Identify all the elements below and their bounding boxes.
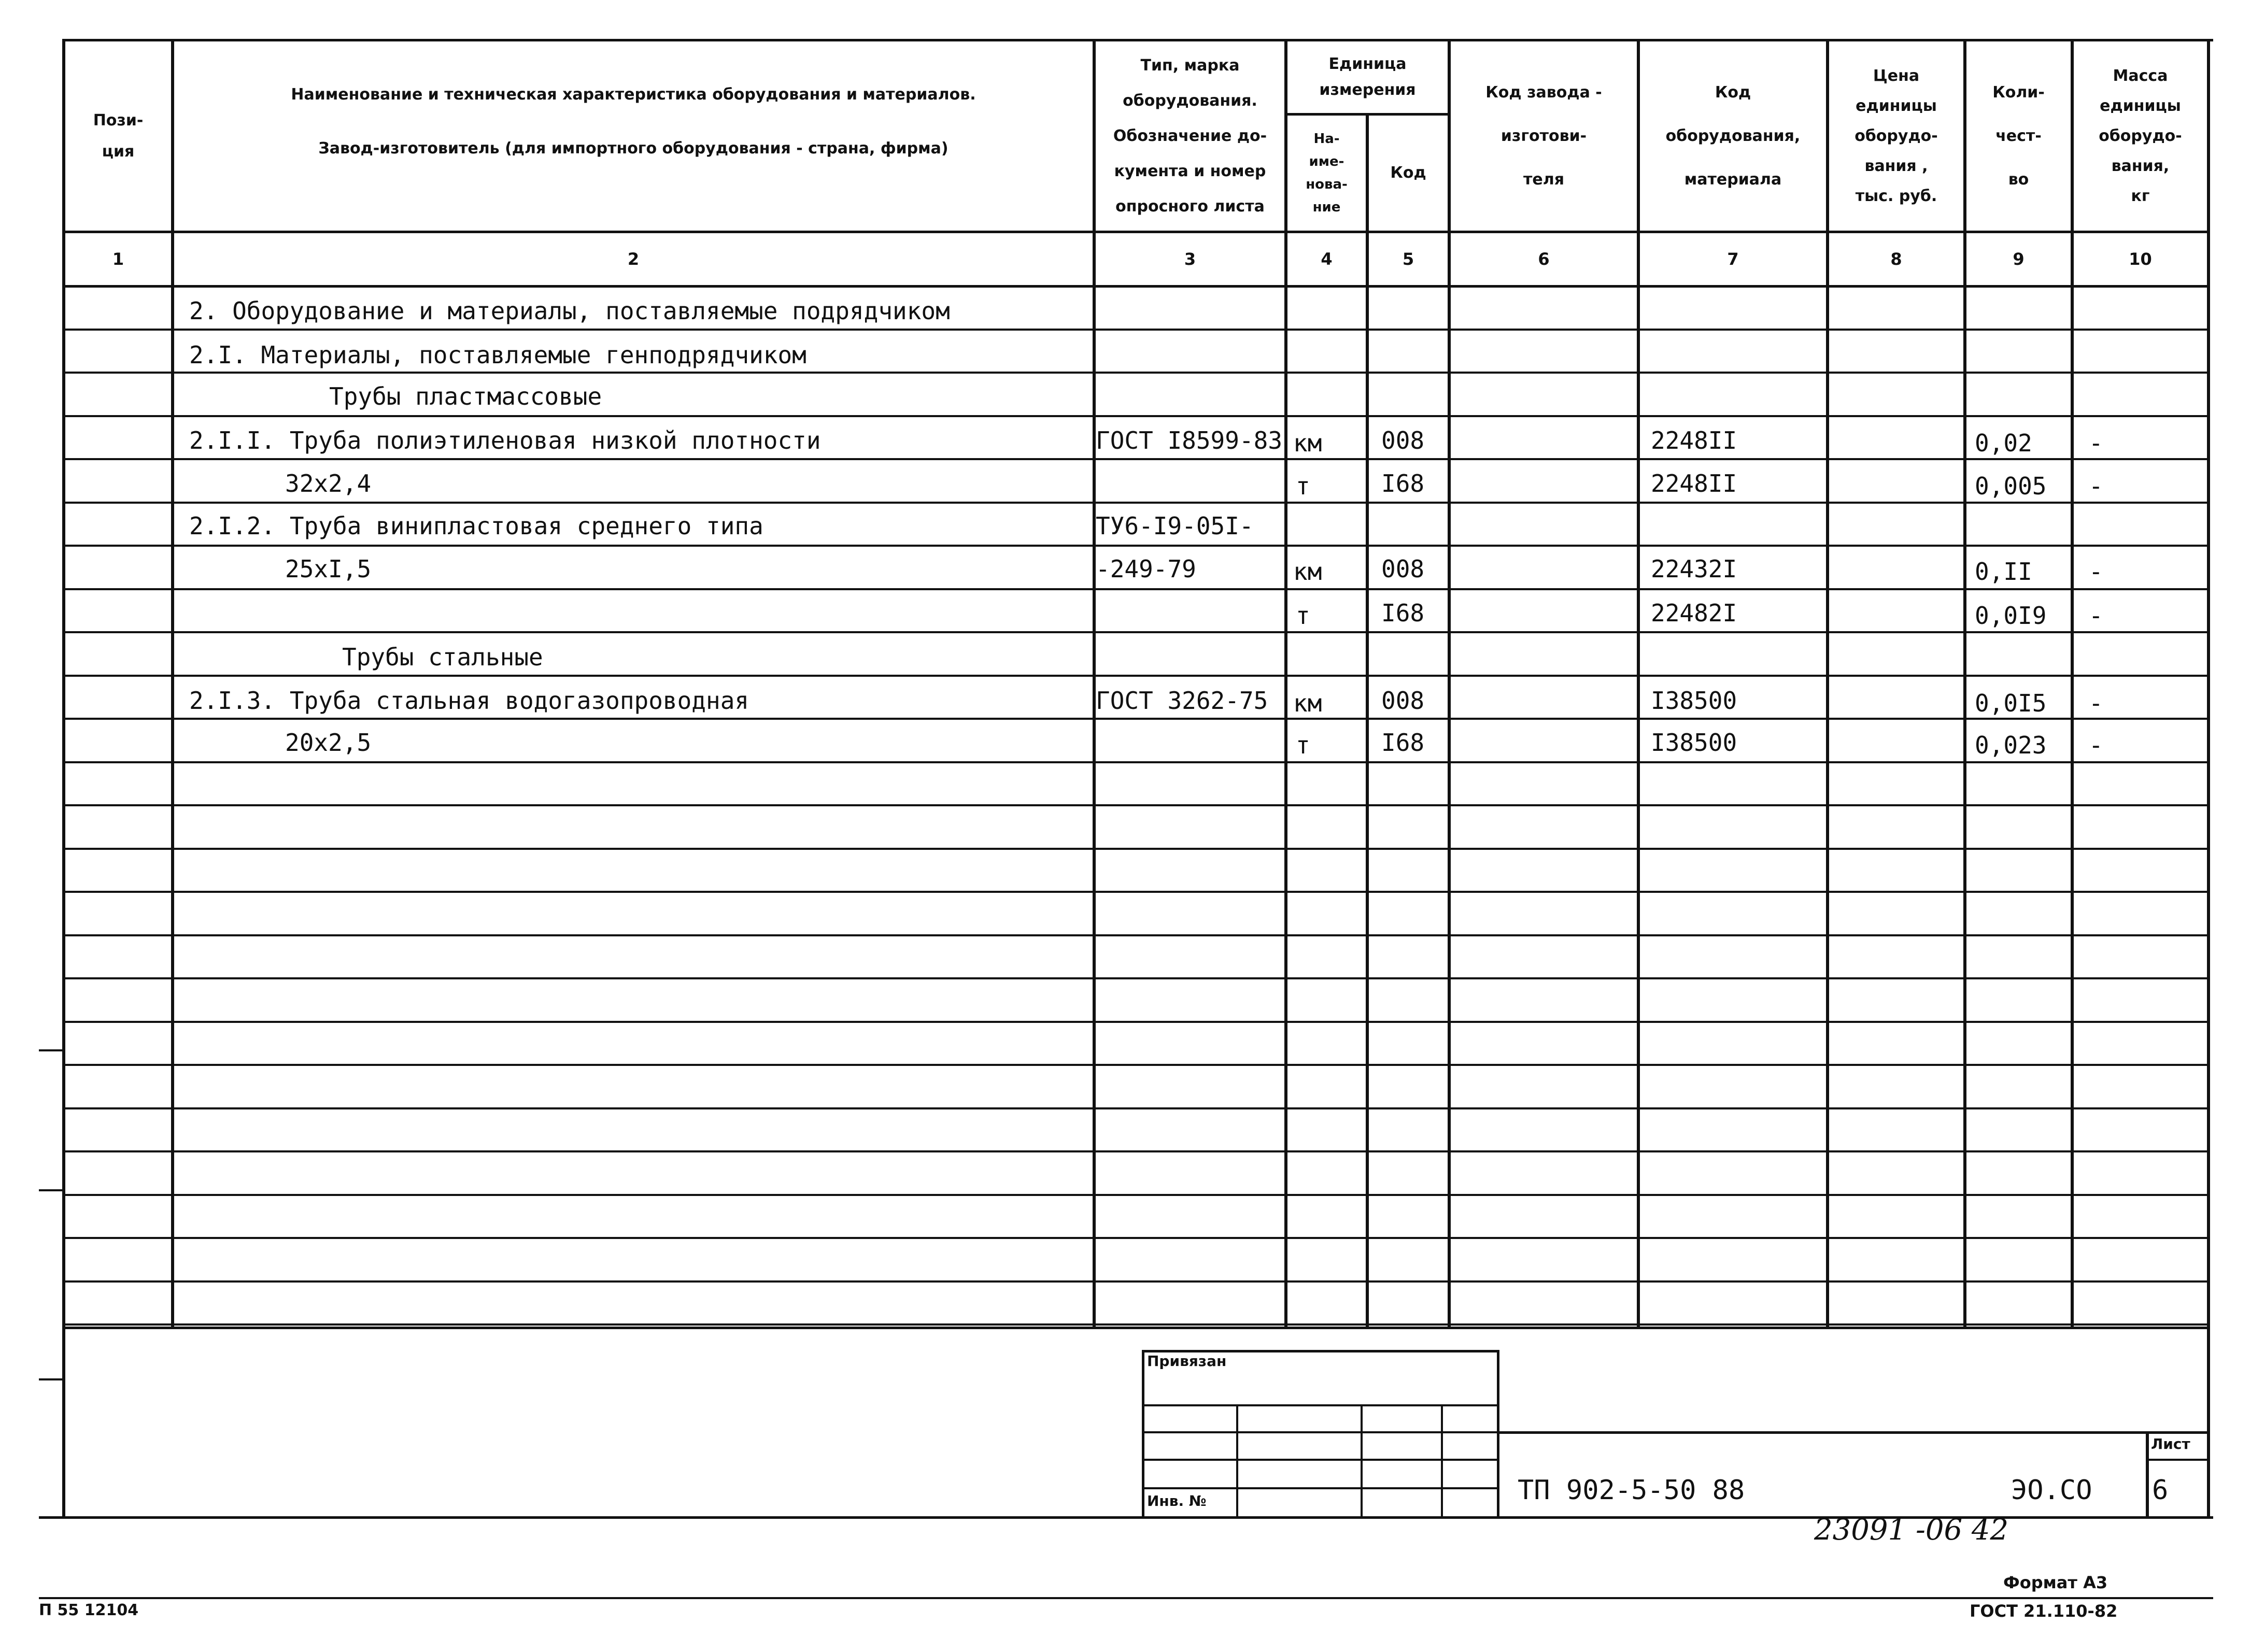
row-unit-code: I68 [1381,469,1425,497]
row-separator [62,1194,2210,1196]
row-separator [62,1237,2210,1239]
row-type: -249-79 [1096,555,1196,583]
row-separator [62,1064,2210,1066]
row-unit-code: I68 [1381,599,1425,627]
handwritten-number: 23091 -06 42 [1814,1513,2009,1547]
header-material-code: Код оборудования, материала [1665,83,1801,189]
margin-tick [39,1378,62,1380]
row-material-code: 22432I [1651,555,1737,583]
row-name: 32x2,4 [285,469,372,497]
row-material-code: I38500 [1651,729,1737,757]
row-quantity: 0,023 [1975,731,2047,759]
document-code: ТП 902-5-50 88 [1518,1475,1745,1506]
row-name: 25xI,5 [285,555,372,583]
header-position: Пози- ция [93,111,144,161]
row-material-code: 2248II [1651,426,1737,454]
row-separator [62,977,2210,979]
sheet-box-line [2146,1459,2208,1461]
frame-right-line [2207,1327,2210,1519]
row-quantity: 0,0I5 [1975,689,2047,717]
row-name: Трубы стальные [342,643,543,671]
row-material-code: 2248II [1651,469,1737,497]
row-separator [62,1021,2210,1023]
row-name: 2.I.2. Труба винипластовая среднего типа [189,512,763,540]
column-number: 2 [627,249,640,269]
column-number: 1 [112,249,124,269]
column-number: 5 [1402,249,1414,269]
row-unit: км [1293,558,1322,586]
row-separator [62,804,2210,806]
row-unit-code: 008 [1381,687,1425,715]
header-unit-title: Единица измерения [1319,55,1416,99]
row-unit: т [1296,731,1310,759]
column-number: 10 [2129,249,2152,269]
stamp-line [1142,1431,1499,1433]
margin-tick [39,1049,62,1051]
row-unit: т [1296,602,1310,630]
row-type: ГОСТ I8599-83 [1096,426,1283,454]
row-quantity: 0,II [1975,558,2032,586]
row-unit: т [1296,472,1310,500]
row-unit-code: I68 [1381,729,1425,757]
row-separator [62,1107,2210,1109]
row-unit: км [1293,689,1322,717]
row-name: Трубы пластмассовые [329,382,602,410]
sheet-box-divider [2146,1431,2149,1516]
column-number: 9 [2013,249,2025,269]
row-separator [62,761,2210,763]
sheet-number: 6 [2152,1475,2169,1506]
row-separator [62,1323,2210,1326]
header-unit-name: На- име- нова- ние [1306,131,1348,215]
row-mass: - [2089,731,2103,759]
row-quantity: 0,02 [1975,429,2032,457]
column-number: 3 [1184,249,1196,269]
column-divider [1366,114,1369,1329]
stamp-line [1142,1487,1499,1489]
column-number: 6 [1538,249,1550,269]
footer-line [39,1597,2213,1599]
margin-tick [39,1189,62,1191]
stamp-divider [1441,1404,1443,1516]
row-mass: - [2089,472,2103,500]
row-separator [62,848,2210,850]
row-separator [62,631,2210,633]
column-number: 4 [1321,249,1333,269]
row-unit-code: 008 [1381,555,1425,583]
row-separator [62,934,2210,936]
row-type: ТУ6-I9-05I- [1096,512,1254,540]
row-name: 2. Оборудование и материалы, поставляемые подрядчиком [189,297,950,325]
row-material-code: 22482I [1651,599,1737,627]
column-number: 8 [1890,249,1902,269]
row-unit-code: 008 [1381,426,1425,454]
row-separator [62,502,2210,504]
header-mass: Масса единицы оборудо- вания, кг [2099,66,2182,205]
row-mass: - [2089,689,2103,717]
header-unit-code: Код [1390,164,1426,182]
header-factory-code: Код завода - изготови- теля [1485,83,1602,189]
inv-no-label: Инв. № [1147,1492,1207,1509]
row-unit: км [1293,429,1322,457]
row-mass: - [2089,429,2103,457]
row-type: ГОСТ 3262-75 [1096,687,1268,715]
section-code: ЭО.СО [2011,1475,2092,1506]
row-separator [62,891,2210,893]
stamp-line [1142,1459,1499,1461]
row-separator [62,1150,2210,1152]
format-label: Формат А3 [2003,1573,2108,1592]
row-mass: - [2089,558,2103,586]
row-quantity: 0,005 [1975,472,2047,500]
row-name: 2.I. Материалы, поставляемые генподрядчиком [189,341,806,369]
row-quantity: 0,0I9 [1975,602,2047,630]
row-name: 20x2,5 [285,729,372,757]
row-mass: - [2089,602,2103,630]
table-bottom-line [62,1327,2210,1329]
row-material-code: I38500 [1651,687,1737,715]
frame-left-line [62,1327,65,1519]
stamp-divider [1236,1404,1238,1516]
gost-label: ГОСТ 21.110-82 [1970,1601,2118,1621]
column-number: 7 [1727,249,1739,269]
sheet-label: Лист [2151,1435,2190,1452]
row-name: 2.I.3. Труба стальная водогазопроводная [189,687,749,715]
header-type: Тип, марка оборудования. Обозначение до- кумента и номер опросного листа [1113,56,1267,216]
column-numbers-bottom-line [62,285,2210,288]
header-price: Цена единицы оборудо- вания , тыс. руб. [1855,66,1938,205]
title-block-top-line [1499,1431,2210,1434]
row-separator [62,1280,2210,1283]
header-quantity: Коли- чест- во [1992,83,2045,189]
print-code: П 55 12104 [39,1601,139,1619]
row-name: 2.I.I. Труба полиэтиленовая низкой плотности [189,426,821,454]
stamp-line [1142,1404,1499,1406]
header-name: Наименование и техническая характеристика оборудования и материалов. Завод-изготовитель (для импортного оборудования - страна, фирма) [291,86,976,158]
stamp-divider [1361,1404,1363,1516]
privyazan-label: Привязан [1147,1352,1227,1370]
